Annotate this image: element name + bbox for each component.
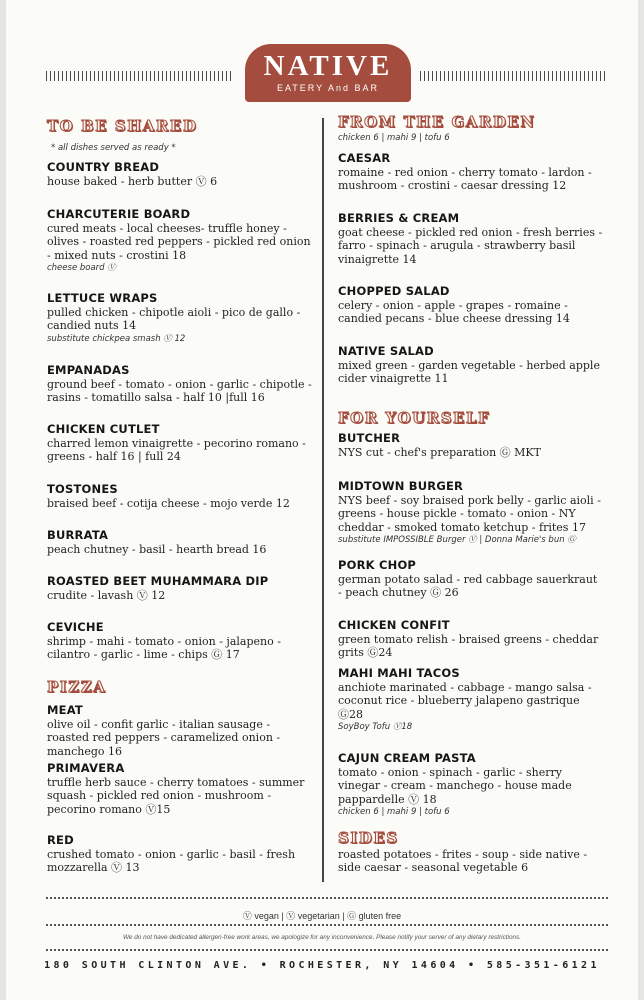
item-name: CAESAR	[338, 151, 391, 165]
menu-item	[338, 344, 604, 386]
section-title-from-the-garden: FROM THE GARDEN	[338, 113, 536, 131]
item-variant: chicken 6 | mahi 9 | tofu 6	[338, 806, 450, 817]
item-name: MEAT	[47, 703, 83, 717]
item-name: PRIMAVERA	[47, 761, 125, 775]
item-description: NYS beef - soy braised pork belly - garlic aioli - greens - house pickle - tomato - onion - NY cheddar - smoked tomato ketchup - frites 17	[338, 494, 601, 534]
item-description: shrimp - mahi - tomato - onion - jalapeno - cilantro - garlic - lime - chips Ⓖ 17	[47, 635, 281, 662]
section-title-for-yourself: FOR YOURSELF	[338, 409, 491, 427]
section-title-sides: SIDES	[338, 829, 399, 847]
item-name: BUTCHER	[338, 431, 401, 445]
item-description: tomato - onion - spinach - garlic - sherry vinegar - cream - manchego - house made pappardelle Ⓥ 18	[338, 766, 572, 806]
menu-item	[47, 482, 315, 510]
item-name: CHICKEN CUTLET	[47, 422, 160, 436]
item-name: CAJUN CREAM PASTA	[338, 751, 476, 765]
item-description: goat cheese - pickled red onion - fresh berries - farro - spinach - arugula - strawberry basil vinaigrette 14	[338, 226, 603, 266]
item-name: CHARCUTERIE BOARD	[47, 207, 191, 221]
menu-page	[6, 0, 638, 1000]
item-description: crushed tomato - onion - garlic - basil - fresh mozzarella Ⓥ 13	[47, 848, 296, 875]
allergen-disclaimer: We do not have dedicated allergen-free work areas, we apologize for any inconvenience. Please notify your server of any dietary restrictions.	[122, 934, 522, 941]
item-variant: substitute IMPOSSIBLE Burger Ⓥ | Donna Marie's bun Ⓖ	[338, 534, 576, 545]
item-name: BERRIES & CREAM	[338, 211, 460, 225]
menu-item	[338, 751, 604, 818]
header-stripes-left	[46, 71, 234, 81]
brand-logo	[245, 44, 411, 102]
item-description: charred lemon vinaigrette - pecorino romano - greens - half 16 | full 24	[47, 437, 306, 464]
item-description: crudite - lavash Ⓥ 12	[47, 589, 166, 602]
item-variant: cheese board Ⓥ	[47, 262, 116, 273]
item-name: ROASTED BEET MUHAMMARA DIP	[47, 574, 269, 588]
item-name: EMPANADAS	[47, 363, 130, 377]
menu-item	[47, 620, 315, 662]
menu-item	[338, 431, 604, 459]
item-description: NYS cut - chef's preparation Ⓖ MKT	[338, 446, 541, 459]
item-name: CHOPPED SALAD	[338, 284, 450, 298]
item-name: NATIVE SALAD	[338, 344, 434, 358]
address-line: 180 SOUTH CLINTON AVE. • ROCHESTER, NY 14604 • 585-351-6121	[44, 960, 600, 971]
footer-rule-top	[46, 897, 608, 899]
item-name: RED	[47, 833, 74, 847]
section-title-pizza: PIZZA	[47, 678, 107, 696]
item-description: mixed green - garden vegetable - herbed apple cider vinaigrette 11	[338, 359, 600, 386]
item-variant: substitute chickpea smash Ⓥ 12	[47, 333, 186, 344]
brand-name: NATIVE	[263, 50, 393, 82]
menu-item	[47, 761, 315, 816]
item-description: romaine - red onion - cherry tomato - lardon - mushroom - crostini - caesar dressing 12	[338, 166, 592, 193]
item-description: green tomato relish - braised greens - cheddar grits Ⓖ24	[338, 633, 599, 660]
item-description: cured meats - local cheeses- truffle honey - olives - roasted red peppers - pickled red onion - mixed nuts - crostini 18	[47, 222, 311, 262]
item-description: roasted potatoes - frites - soup - side native - side caesar - seasonal vegetable 6	[338, 848, 588, 875]
item-description: celery - onion - apple - grapes - romaine - candied pecans - blue cheese dressing 14	[338, 299, 570, 326]
menu-item	[338, 284, 604, 326]
menu-item	[338, 848, 604, 875]
item-name: BURRATA	[47, 528, 109, 542]
item-description: german potato salad - red cabbage sauerkraut - peach chutney Ⓖ 26	[338, 573, 598, 600]
item-name: TOSTONES	[47, 482, 118, 496]
footer-rule-bottom	[46, 949, 608, 951]
item-description: pulled chicken - chipotle aioli - pico de gallo - candied nuts 14	[47, 306, 301, 333]
menu-item	[47, 207, 315, 274]
item-name: CEVICHE	[47, 620, 104, 634]
menu-item	[47, 574, 315, 602]
garden-addons-note: chicken 6 | mahi 9 | tofu 6	[338, 133, 450, 143]
menu-item	[47, 703, 315, 758]
menu-item	[338, 666, 604, 733]
item-description: peach chutney - basil - hearth bread 16	[47, 543, 267, 556]
footer-rule-middle	[46, 924, 608, 926]
dietary-legend: Ⓥ vegan | Ⓥ vegetarian | Ⓖ gluten free	[242, 911, 402, 921]
header-stripes-right	[420, 71, 608, 81]
menu-item	[47, 833, 315, 875]
item-name: MIDTOWN BURGER	[338, 479, 464, 493]
shared-note: * all dishes served as ready *	[51, 143, 176, 153]
item-description: ground beef - tomato - onion - garlic - chipotle - rasins - tomatillo salsa - half 10 |full 16	[47, 378, 312, 405]
item-description: anchiote marinated - cabbage - mango salsa - coconut rice - blueberry jalapeno gastrique Ⓖ28	[338, 681, 592, 721]
menu-item	[338, 618, 604, 660]
item-name: CHICKEN CONFIT	[338, 618, 450, 632]
menu-item	[338, 211, 604, 266]
item-description: braised beef - cotija cheese - mojo verde 12	[47, 497, 290, 510]
menu-item	[338, 151, 604, 193]
menu-item	[47, 363, 315, 405]
item-description: truffle herb sauce - cherry tomatoes - summer squash - pickled red onion - mushroom - pecorino romano Ⓥ15	[47, 776, 305, 816]
menu-item	[47, 291, 315, 345]
item-name: COUNTRY BREAD	[47, 160, 160, 174]
item-variant: SoyBoy Tofu Ⓥ18	[338, 721, 413, 732]
item-description: olive oil - confit garlic - italian sausage - roasted red peppers - caramelized onion - manchego 16	[47, 718, 281, 758]
brand-tagline: EATERY And BAR	[276, 83, 380, 93]
section-title-to-be-shared: TO BE SHARED	[47, 117, 198, 135]
item-description: house baked - herb butter Ⓥ 6	[47, 175, 218, 188]
menu-item	[338, 479, 604, 546]
menu-item	[47, 528, 315, 556]
menu-item	[47, 160, 315, 188]
item-name: LETTUCE WRAPS	[47, 291, 158, 305]
menu-item	[338, 558, 604, 600]
column-divider	[322, 118, 324, 882]
item-name: MAHI MAHI TACOS	[338, 666, 460, 680]
menu-item	[47, 422, 315, 464]
item-name: PORK CHOP	[338, 558, 417, 572]
